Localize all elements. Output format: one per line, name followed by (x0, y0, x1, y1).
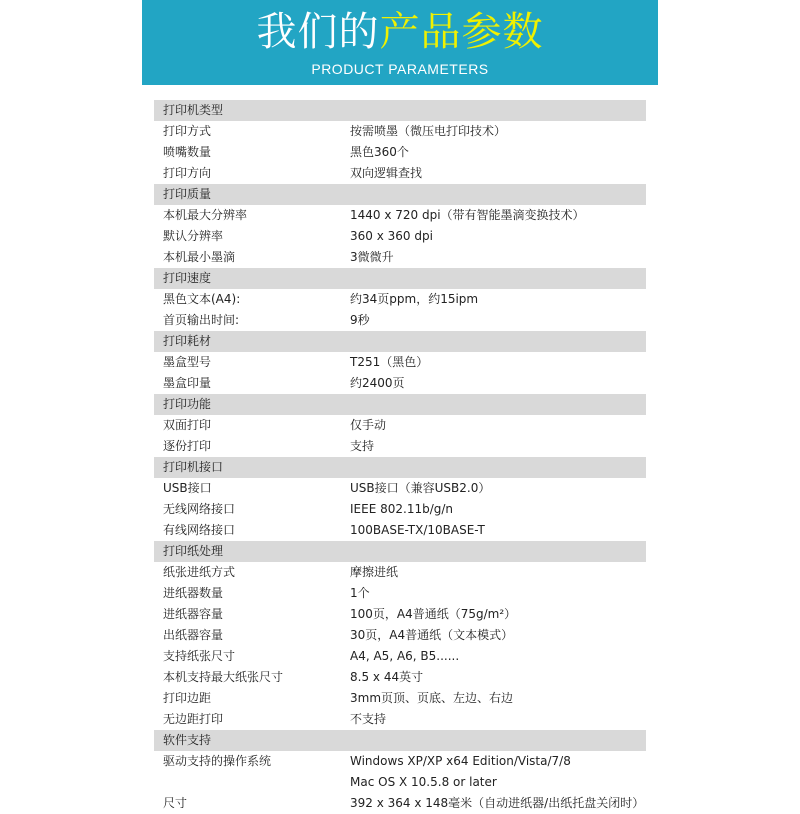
spec-label: 黑色文本(A4): (163, 292, 241, 306)
spec-label: 本机最小墨滴 (163, 250, 236, 264)
spec-row (154, 520, 646, 541)
section-title: 打印机类型 (163, 103, 224, 117)
spec-value: 双向逻辑查找 (350, 166, 423, 180)
spec-row (154, 709, 646, 730)
spec-value: 支持 (350, 439, 375, 453)
spec-value: 3微微升 (350, 250, 394, 264)
spec-value: T251（黑色） (350, 355, 429, 369)
spec-label: 有线网络接口 (163, 523, 236, 537)
spec-label: 本机支持最大纸张尺寸 (163, 670, 284, 684)
page-subtitle: PRODUCT PARAMETERS (311, 61, 489, 77)
spec-label: 无边距打印 (163, 712, 224, 726)
spec-label: 逐份打印 (163, 439, 212, 453)
section-header-row (154, 100, 646, 121)
spec-value: A4, A5, A6, B5...... (350, 649, 460, 663)
spec-row (154, 373, 646, 394)
spec-table (154, 100, 646, 814)
spec-label: 驱动支持的操作系统 (163, 754, 272, 768)
spec-value: 100BASE-TX/10BASE-T (350, 523, 485, 537)
spec-label: 默认分辨率 (163, 229, 224, 243)
spec-row (154, 646, 646, 667)
spec-label: 本机最大分辨率 (163, 208, 248, 222)
spec-label: 打印边距 (163, 691, 212, 705)
spec-row (154, 352, 646, 373)
spec-label: 进纸器数量 (163, 586, 224, 600)
spec-row (154, 247, 646, 268)
spec-label: USB接口 (163, 481, 212, 495)
section-title: 打印速度 (163, 271, 212, 285)
spec-value: 约2400页 (350, 376, 405, 390)
spec-label: 双面打印 (163, 418, 212, 432)
title-prefix: 我们的 (256, 9, 380, 55)
spec-row (154, 289, 646, 310)
spec-row (154, 205, 646, 226)
spec-value: 仅手动 (350, 418, 387, 432)
spec-row (154, 415, 646, 436)
page-title (142, 8, 658, 56)
section-header-row (154, 730, 646, 751)
spec-row (154, 625, 646, 646)
section-header-row (154, 184, 646, 205)
section-header-row (154, 394, 646, 415)
section-title: 打印功能 (163, 397, 212, 411)
section-title: 打印纸处理 (163, 544, 224, 558)
spec-value: 1个 (350, 586, 370, 600)
spec-label: 支持纸张尺寸 (163, 649, 236, 663)
spec-label: 墨盒型号 (163, 355, 212, 369)
spec-row (154, 667, 646, 688)
section-title: 打印耗材 (163, 334, 212, 348)
section-header-row (154, 268, 646, 289)
spec-label: 纸张进纸方式 (163, 565, 236, 579)
spec-label: 打印方式 (163, 124, 212, 138)
spec-value: USB接口（兼容USB2.0） (350, 481, 491, 495)
spec-value: 3mm页顶、页底、左边、右边 (350, 691, 514, 705)
spec-label: 墨盒印量 (163, 376, 212, 390)
spec-label: 出纸器容量 (163, 628, 224, 642)
spec-row (154, 310, 646, 331)
spec-row (154, 751, 646, 772)
spec-value: 黑色360个 (350, 145, 409, 159)
spec-label: 打印方向 (163, 166, 212, 180)
spec-value: 约34页ppm，约15ipm (350, 292, 479, 306)
spec-row (154, 562, 646, 583)
spec-value: 360 x 360 dpi (350, 229, 433, 243)
spec-row (154, 142, 646, 163)
spec-value: IEEE 802.11b/g/n (350, 502, 454, 516)
spec-value: Windows XP/XP x64 Edition/Vista/7/8 (350, 754, 571, 768)
spec-row (154, 793, 646, 814)
title-highlight: 产品参数 (379, 9, 544, 55)
spec-row (154, 478, 646, 499)
spec-label: 进纸器容量 (163, 607, 224, 621)
section-header-row (154, 457, 646, 478)
spec-value: 不支持 (350, 712, 387, 726)
spec-value: 1440 x 720 dpi（带有智能墨滴变换技术） (350, 208, 585, 222)
spec-row (154, 772, 646, 793)
spec-value: 按需喷墨（微压电打印技术） (350, 124, 507, 138)
spec-row (154, 163, 646, 184)
spec-row (154, 436, 646, 457)
section-header-row (154, 331, 646, 352)
spec-label: 喷嘴数量 (163, 145, 212, 159)
section-title: 打印质量 (163, 187, 212, 201)
spec-value: Mac OS X 10.5.8 or later (350, 775, 497, 789)
spec-row (154, 583, 646, 604)
spec-row (154, 226, 646, 247)
spec-value: 摩擦进纸 (350, 565, 399, 579)
spec-value: 100页，A4普通纸（75g/m²） (350, 607, 517, 621)
spec-value: 30页，A4普通纸（文本模式） (350, 628, 514, 642)
spec-value: 8.5 x 44英寸 (350, 670, 424, 684)
spec-value: 9秒 (350, 313, 370, 327)
spec-value: 392 x 364 x 148毫米（自动进纸器/出纸托盘关闭时） (350, 796, 645, 810)
section-title: 软件支持 (163, 733, 212, 747)
spec-row (154, 688, 646, 709)
spec-row (154, 499, 646, 520)
section-title: 打印机接口 (163, 460, 224, 474)
spec-row (154, 604, 646, 625)
spec-label: 尺寸 (163, 796, 188, 810)
spec-label: 无线网络接口 (163, 502, 236, 516)
spec-row (154, 121, 646, 142)
header-banner (142, 0, 658, 85)
spec-label: 首页输出时间: (163, 313, 240, 327)
section-header-row (154, 541, 646, 562)
